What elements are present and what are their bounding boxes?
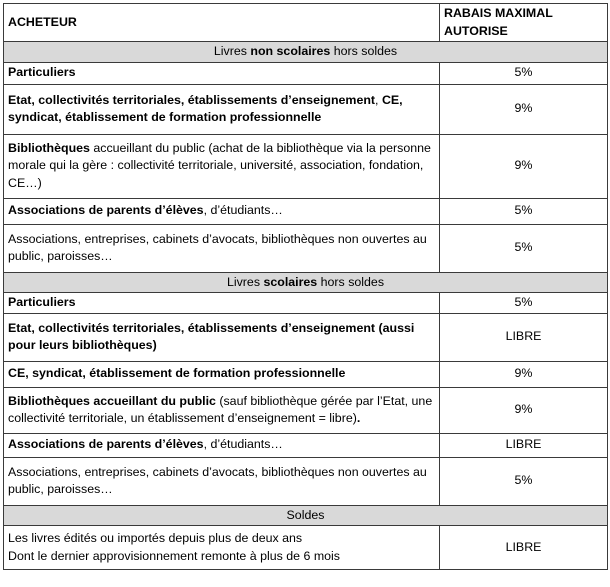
table-row — [4, 313, 608, 361]
buyer-cell: Associations de parents d’élèves, d’étudiants… — [4, 198, 440, 224]
section-header-scolaires — [4, 272, 608, 293]
table-row — [4, 62, 608, 84]
table-row — [4, 526, 608, 570]
header-buyer: ACHETEUR — [4, 4, 440, 42]
buyer-cell: Les livres édités ou importés depuis plus de deux ans Dont le dernier approvisionnement remonte à plus de 6 mois — [4, 526, 440, 570]
table-row — [4, 433, 608, 457]
value-cell: 9% — [440, 134, 608, 198]
table-row — [4, 134, 608, 198]
buyer-cell: Associations de parents d’élèves, d’étudiants… — [4, 433, 440, 457]
buyer-cell: Bibliothèques accueillant du public (achat de la bibliothèque via la personne morale qui la gère : collectivité territoriale, université, association, fondation, CE…) — [4, 134, 440, 198]
section-header-non-scolaires — [4, 42, 608, 63]
value-cell: 5% — [440, 62, 608, 84]
value-cell: 5% — [440, 198, 608, 224]
value-cell: 9% — [440, 361, 608, 387]
buyer-cell: CE, syndicat, établissement de formation professionnelle — [4, 361, 440, 387]
buyer-cell: Etat, collectivités territoriales, établissements d’enseignement, CE, syndicat, établissement de formation professionnelle — [4, 84, 440, 134]
value-cell: 9% — [440, 387, 608, 433]
header-row — [4, 4, 608, 42]
header-rabais-line2: AUTORISE — [444, 23, 508, 38]
buyer-cell: Bibliothèques accueillant du public (sauf bibliothèque gérée par l’Etat, une collectivité territoriale, un établissement d’enseignement = libre). — [4, 387, 440, 433]
value-cell: LIBRE — [440, 526, 608, 570]
value-cell: 9% — [440, 84, 608, 134]
table-row — [4, 84, 608, 134]
section-title-pre: Livres — [213, 44, 251, 58]
table-row — [4, 361, 608, 387]
table-row — [4, 457, 608, 505]
section-header-soldes — [4, 505, 608, 526]
buyer-cell: Etat, collectivités territoriales, établissements d’enseignement (aussi pour leurs bibliothèques) — [4, 313, 440, 361]
header-rabais — [440, 4, 608, 42]
section-title-bold: non scolaires — [250, 44, 331, 58]
discount-table — [3, 3, 608, 570]
value-cell: 5% — [440, 293, 608, 314]
section-title-post: hors soldes — [330, 44, 398, 58]
buyer-cell: Associations, entreprises, cabinets d’avocats, bibliothèques non ouvertes au public, paroisses… — [4, 457, 440, 505]
section-title: Livres scolaires hors soldes — [4, 272, 608, 293]
header-rabais-line1: RABAIS MAXIMAL — [444, 6, 553, 20]
table-row — [4, 224, 608, 272]
table-row — [4, 387, 608, 433]
value-cell: LIBRE — [440, 313, 608, 361]
table-row — [4, 198, 608, 224]
value-cell: 5% — [440, 457, 608, 505]
value-cell: 5% — [440, 224, 608, 272]
value-cell: LIBRE — [440, 433, 608, 457]
buyer-cell: Particuliers — [4, 293, 440, 314]
buyer-cell: Particuliers — [4, 62, 440, 84]
table-row — [4, 293, 608, 314]
section-title — [4, 42, 608, 63]
buyer-cell: Associations, entreprises, cabinets d’avocats, bibliothèques non ouvertes au public, paroisses… — [4, 224, 440, 272]
section-title: Soldes — [4, 505, 608, 526]
